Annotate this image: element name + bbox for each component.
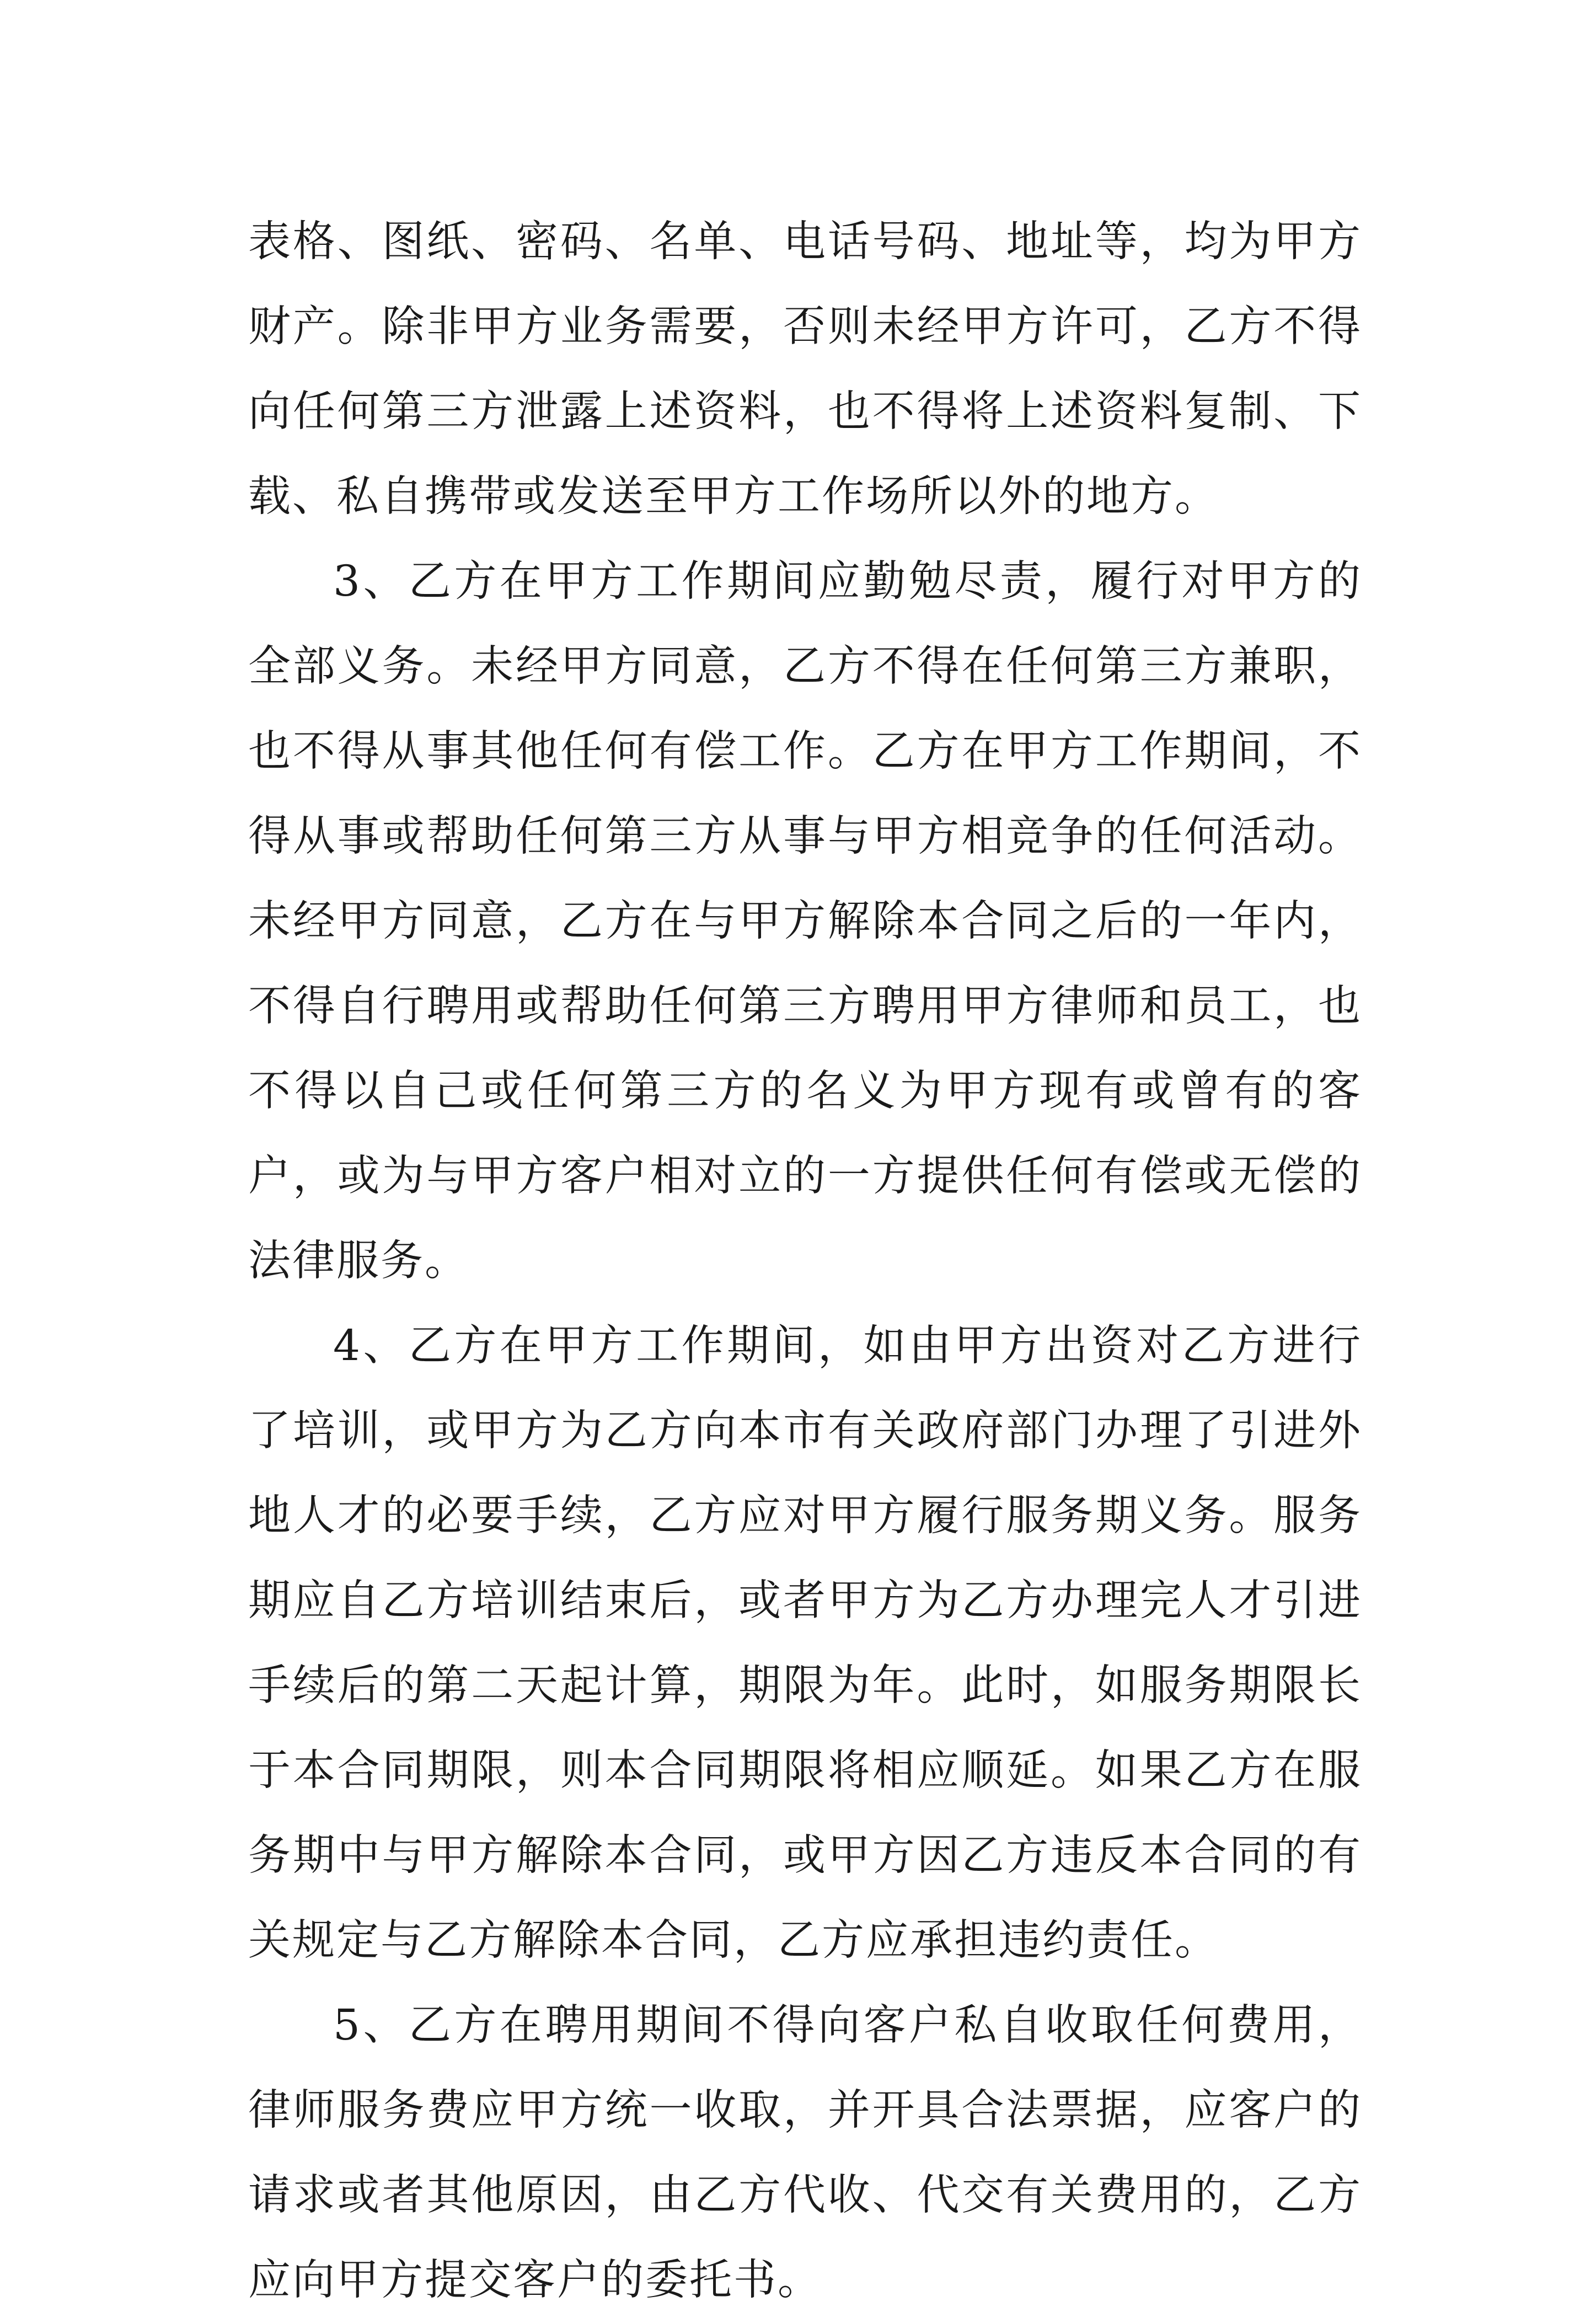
document-body (248, 200, 1362, 2323)
paragraph-clause-5: 5、乙方在聘用期间不得向客户私自收取任何费用，律师服务费应甲方统一收取，并开具合法票据，应客户的请求或者其他原因，由乙方代收、代交有关费用的，乙方应向甲方提交客户的委托书。 (248, 2001, 1362, 2305)
paragraph-clause-4: 4、乙方在甲方工作期间，如由甲方出资对乙方进行了培训，或甲方为乙方向本市有关政府部门办理了引进外地人才的必要手续，乙方应对甲方履行服务期义务。服务期应自乙方培训结束后，或者甲方为乙方办理完人才引进手续后的第二天起计算，期限为年。此时，如服务期限长于本合同期限，则本合同期限将相应顺延。如果乙方在服务期中与甲方解除本合同，或甲方因乙方违反本合同的有关规定与乙方解除本合同，乙方应承担违约责任。 (248, 1321, 1362, 1965)
paragraph-clause-3: 3、乙方在甲方工作期间应勤勉尽责，履行对甲方的全部义务。未经甲方同意，乙方不得在任何第三方兼职，也不得从事其他任何有偿工作。乙方在甲方工作期间，不得从事或帮助任何第三方从事与甲方相竞争的任何活动。未经甲方同意，乙方在与甲方解除本合同之后的一年内，不得自行聘用或帮助任何第三方聘用甲方律师和员工，也不得以自己或任何第三方的名义为甲方现有或曾有的客户，或为与甲方客户相对立的一方提供任何有偿或无偿的法律服务。 (248, 557, 1362, 1286)
paragraph-continued: 表格、图纸、密码、名单、电话号码、地址等，均为甲方财产。除非甲方业务需要，否则未经甲方许可，乙方不得向任何第三方泄露上述资料，也不得将上述资料复制、下载、私自携带或发送至甲方工作场所以外的地方。 (248, 217, 1362, 521)
